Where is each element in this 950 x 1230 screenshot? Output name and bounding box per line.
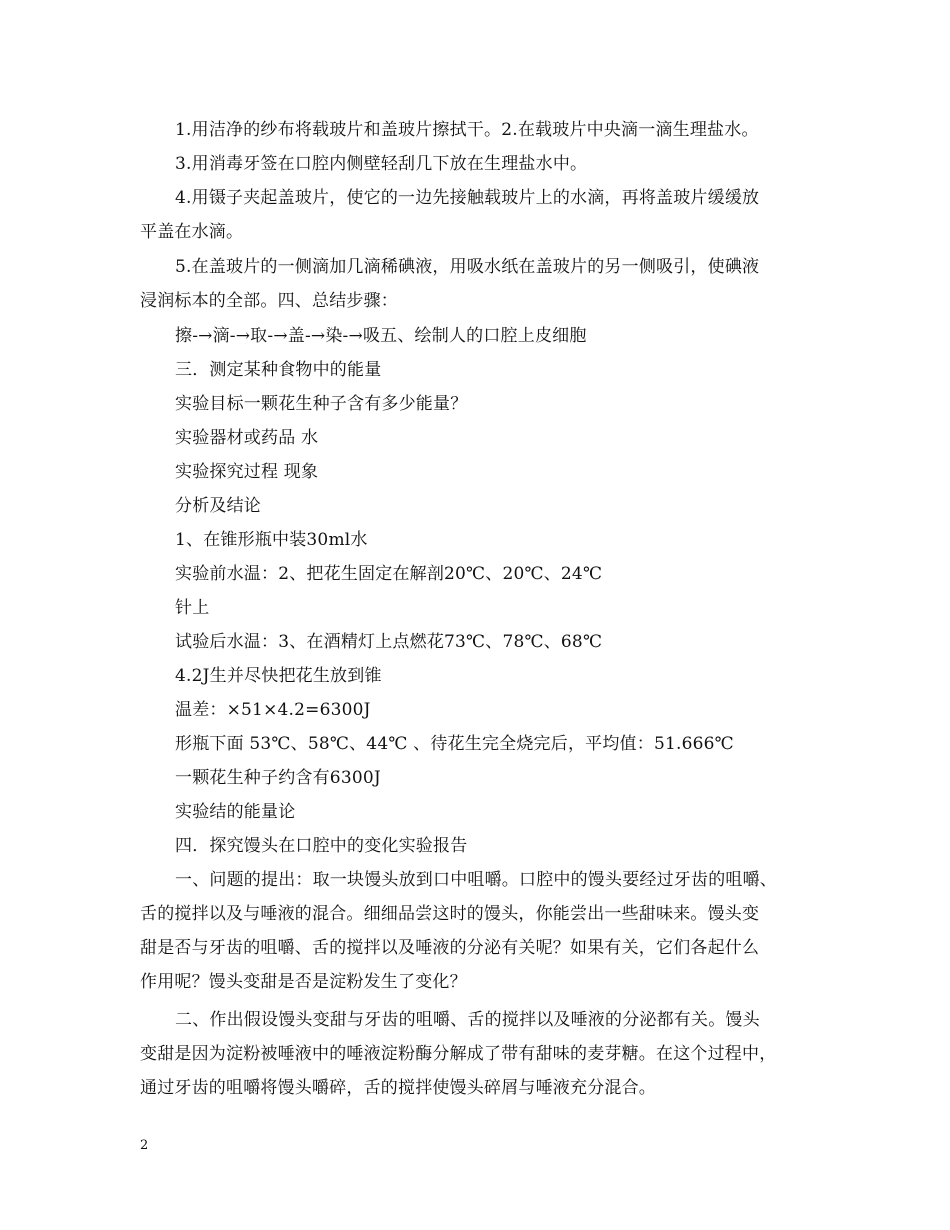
- text-line: 实验前水温：2、把花生固定在解剖20℃、20℃、24℃: [175, 564, 603, 584]
- text-line: 温差：×51×4.2=6300J: [175, 700, 371, 720]
- text-line: 形瓶下面 53℃、58℃、44℃ 、待花生完全烧完后，平均值：51.666℃: [175, 734, 734, 754]
- text-line: 一颗花生种子约含有6300J: [175, 768, 381, 788]
- text-line: 分析及结论: [175, 496, 261, 516]
- text-line: 5.在盖玻片的一侧滴加几滴稀碘液，用吸水纸在盖玻片的另一侧吸引，使碘液: [175, 257, 760, 277]
- text-line: 1、在锥形瓶中装30ml水: [175, 530, 368, 550]
- page-number: 2: [140, 1138, 149, 1153]
- text-line: 浸润标本的全部。四、总结步骤：: [140, 291, 398, 311]
- text-line: 甜是否与牙齿的咀嚼、舌的搅拌以及唾液的分泌有关呢？如果有关，它们各起什么: [140, 938, 760, 958]
- text-line: 通过牙齿的咀嚼将馒头嚼碎，舌的搅拌使馒头碎屑与唾液充分混合。: [140, 1078, 656, 1098]
- text-line: 实验探究过程 现象: [175, 462, 319, 482]
- text-line: 4.2J生并尽快把花生放到锥: [175, 666, 382, 686]
- text-line: 1.用洁净的纱布将载玻片和盖玻片擦拭干。2.在载玻片中央滴一滴生理盐水。: [175, 120, 759, 140]
- text-line: 实验器材或药品 水: [175, 428, 319, 448]
- text-line: 变甜是因为淀粉被唾液中的唾液淀粉酶分解成了带有甜味的麦芽糖。在这个过程中，: [140, 1044, 777, 1064]
- text-line: 平盖在水滴。: [140, 222, 244, 242]
- text-line: 实验结的能量论: [175, 802, 296, 822]
- text-line: 3.用消毒牙签在口腔内侧壁轻刮几下放在生理盐水中。: [175, 154, 588, 174]
- text-line: 针上: [175, 598, 210, 618]
- text-line: 擦-→滴-→取-→盖-→染-→吸五、绘制人的口腔上皮细胞: [175, 326, 587, 346]
- section-heading: 三．测定某种食物中的能量: [175, 360, 382, 380]
- text-line: 舌的搅拌以及与唾液的混合。细细品尝这时的馒头，你能尝出一些甜味来。馒头变: [140, 904, 760, 924]
- text-line: 试验后水温：3、在酒精灯上点燃花73℃、78℃、68℃: [175, 632, 603, 652]
- text-line: 4.用镊子夹起盖玻片，使它的一边先接触载玻片上的水滴，再将盖玻片缓缓放: [175, 188, 760, 208]
- text-line: 二、作出假设馒头变甜与牙齿的咀嚼、舌的搅拌以及唾液的分泌都有关。馒头: [175, 1010, 760, 1030]
- section-heading: 四．探究馒头在口腔中的变化实验报告: [175, 836, 468, 856]
- text-line: 一、问题的提出：取一块馒头放到口中咀嚼。口腔中的馒头要经过牙齿的咀嚼、: [175, 870, 777, 890]
- text-line: 作用呢？馒头变甜是否是淀粉发生了变化？: [140, 972, 467, 992]
- text-line: 实验目标一颗花生种子含有多少能量？: [175, 394, 468, 414]
